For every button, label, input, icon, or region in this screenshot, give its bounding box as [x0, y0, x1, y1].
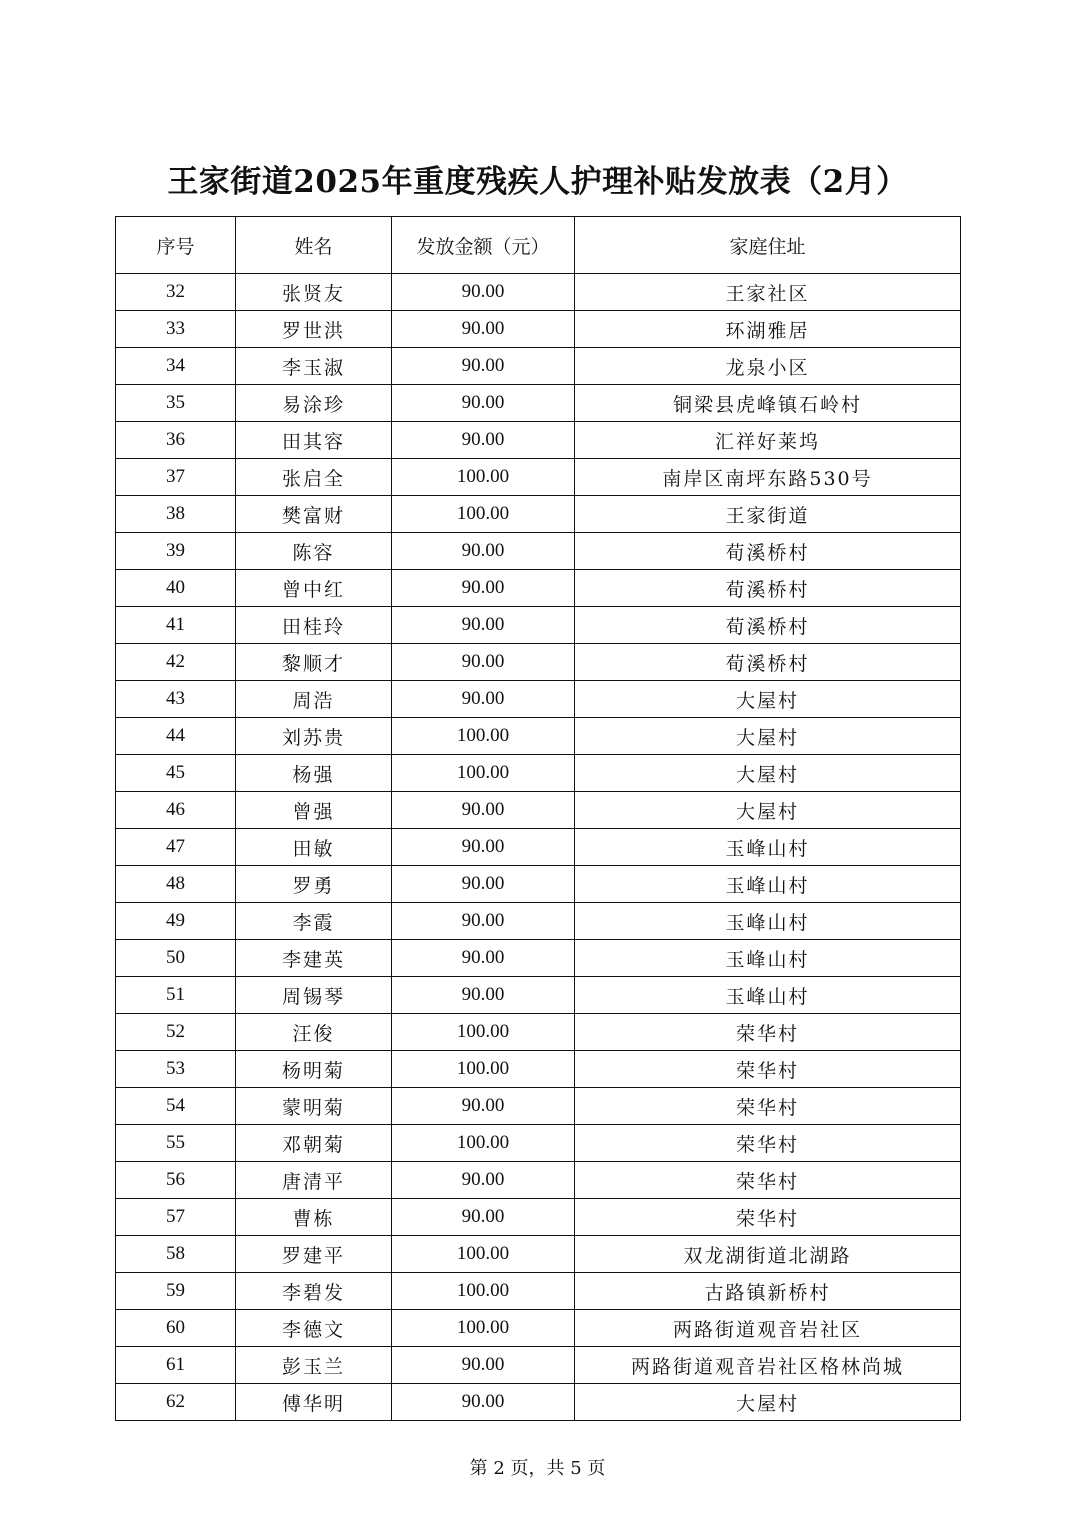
cell-address: 王家社区 — [575, 274, 961, 311]
cell-index: 47 — [116, 829, 236, 866]
cell-index: 50 — [116, 940, 236, 977]
cell-address: 两路街道观音岩社区 — [575, 1310, 961, 1347]
cell-index: 49 — [116, 903, 236, 940]
cell-index: 60 — [116, 1310, 236, 1347]
table-row — [116, 1051, 961, 1088]
cell-name: 罗世洪 — [236, 311, 392, 348]
cell-index: 62 — [116, 1384, 236, 1421]
cell-name: 黎顺才 — [236, 644, 392, 681]
table-row — [116, 977, 961, 1014]
table-row — [116, 570, 961, 607]
cell-address: 汇祥好莱坞 — [575, 422, 961, 459]
table-row — [116, 718, 961, 755]
cell-address: 荣华村 — [575, 1125, 961, 1162]
table-row — [116, 385, 961, 422]
table-row — [116, 1162, 961, 1199]
table-row — [116, 274, 961, 311]
cell-index: 45 — [116, 755, 236, 792]
cell-address: 荣华村 — [575, 1162, 961, 1199]
cell-index: 39 — [116, 533, 236, 570]
cell-address: 荀溪桥村 — [575, 533, 961, 570]
cell-name: 杨明菊 — [236, 1051, 392, 1088]
cell-amount: 100.00 — [392, 1014, 575, 1051]
cell-index: 54 — [116, 1088, 236, 1125]
header-amount: 发放金额（元） — [392, 217, 575, 274]
cell-address: 玉峰山村 — [575, 903, 961, 940]
table-row — [116, 1310, 961, 1347]
cell-amount: 90.00 — [392, 311, 575, 348]
cell-name: 张启全 — [236, 459, 392, 496]
cell-address: 玉峰山村 — [575, 977, 961, 1014]
cell-amount: 90.00 — [392, 940, 575, 977]
cell-address: 玉峰山村 — [575, 866, 961, 903]
cell-address: 荀溪桥村 — [575, 570, 961, 607]
header-index: 序号 — [116, 217, 236, 274]
cell-amount: 100.00 — [392, 755, 575, 792]
cell-address: 荀溪桥村 — [575, 644, 961, 681]
cell-index: 56 — [116, 1162, 236, 1199]
table-row — [116, 1273, 961, 1310]
cell-name: 樊富财 — [236, 496, 392, 533]
cell-name: 唐清平 — [236, 1162, 392, 1199]
cell-address: 玉峰山村 — [575, 940, 961, 977]
cell-name: 蒙明菊 — [236, 1088, 392, 1125]
cell-address: 荣华村 — [575, 1088, 961, 1125]
cell-amount: 90.00 — [392, 570, 575, 607]
table-row — [116, 1384, 961, 1421]
cell-name: 李霞 — [236, 903, 392, 940]
table-row — [116, 1199, 961, 1236]
cell-amount: 90.00 — [392, 607, 575, 644]
cell-amount: 100.00 — [392, 718, 575, 755]
cell-index: 58 — [116, 1236, 236, 1273]
page-number: 第 2 页，共 5 页 — [469, 1458, 606, 1479]
table-row — [116, 1125, 961, 1162]
cell-amount: 90.00 — [392, 1088, 575, 1125]
cell-amount: 90.00 — [392, 866, 575, 903]
cell-name: 杨强 — [236, 755, 392, 792]
cell-amount: 100.00 — [392, 496, 575, 533]
cell-amount: 90.00 — [392, 1199, 575, 1236]
cell-name: 李德文 — [236, 1310, 392, 1347]
cell-amount: 100.00 — [392, 1125, 575, 1162]
header-address: 家庭住址 — [575, 217, 961, 274]
table-row — [116, 422, 961, 459]
cell-index: 57 — [116, 1199, 236, 1236]
cell-name: 傅华明 — [236, 1384, 392, 1421]
cell-index: 51 — [116, 977, 236, 1014]
cell-name: 周浩 — [236, 681, 392, 718]
cell-address: 南岸区南坪东路530号 — [575, 459, 961, 496]
cell-index: 59 — [116, 1273, 236, 1310]
cell-index: 55 — [116, 1125, 236, 1162]
cell-address: 玉峰山村 — [575, 829, 961, 866]
cell-name: 曾强 — [236, 792, 392, 829]
cell-amount: 100.00 — [392, 1273, 575, 1310]
cell-amount: 90.00 — [392, 903, 575, 940]
cell-address: 两路街道观音岩社区格林尚城 — [575, 1347, 961, 1384]
cell-name: 张贤友 — [236, 274, 392, 311]
cell-index: 35 — [116, 385, 236, 422]
cell-amount: 90.00 — [392, 274, 575, 311]
cell-name: 曹栋 — [236, 1199, 392, 1236]
table-row — [116, 496, 961, 533]
cell-name: 曾中红 — [236, 570, 392, 607]
cell-address: 大屋村 — [575, 755, 961, 792]
cell-index: 36 — [116, 422, 236, 459]
cell-amount: 90.00 — [392, 348, 575, 385]
table-body — [116, 274, 961, 1421]
cell-index: 41 — [116, 607, 236, 644]
cell-amount: 90.00 — [392, 644, 575, 681]
cell-amount: 90.00 — [392, 533, 575, 570]
cell-name: 田敏 — [236, 829, 392, 866]
table-row — [116, 607, 961, 644]
cell-address: 王家街道 — [575, 496, 961, 533]
cell-amount: 100.00 — [392, 1051, 575, 1088]
table-row — [116, 755, 961, 792]
cell-index: 33 — [116, 311, 236, 348]
cell-index: 34 — [116, 348, 236, 385]
cell-amount: 100.00 — [392, 1236, 575, 1273]
table-row — [116, 1014, 961, 1051]
cell-address: 荣华村 — [575, 1014, 961, 1051]
table-row — [116, 903, 961, 940]
cell-address: 铜梁县虎峰镇石岭村 — [575, 385, 961, 422]
cell-name: 汪俊 — [236, 1014, 392, 1051]
cell-address: 大屋村 — [575, 718, 961, 755]
table-row — [116, 940, 961, 977]
cell-name: 罗勇 — [236, 866, 392, 903]
header-name: 姓名 — [236, 217, 392, 274]
table-row — [116, 533, 961, 570]
cell-name: 周锡琴 — [236, 977, 392, 1014]
cell-name: 李玉淑 — [236, 348, 392, 385]
table-row — [116, 348, 961, 385]
table-row — [116, 1088, 961, 1125]
cell-name: 刘苏贵 — [236, 718, 392, 755]
cell-index: 32 — [116, 274, 236, 311]
table-row — [116, 792, 961, 829]
cell-address: 大屋村 — [575, 792, 961, 829]
cell-address: 龙泉小区 — [575, 348, 961, 385]
cell-amount: 90.00 — [392, 977, 575, 1014]
cell-index: 46 — [116, 792, 236, 829]
cell-amount: 90.00 — [392, 422, 575, 459]
cell-amount: 90.00 — [392, 385, 575, 422]
table-row — [116, 311, 961, 348]
cell-name: 李碧发 — [236, 1273, 392, 1310]
cell-name: 田其容 — [236, 422, 392, 459]
cell-address: 荀溪桥村 — [575, 607, 961, 644]
cell-address: 环湖雅居 — [575, 311, 961, 348]
cell-amount: 90.00 — [392, 1384, 575, 1421]
cell-amount: 90.00 — [392, 681, 575, 718]
cell-name: 易涂珍 — [236, 385, 392, 422]
cell-name: 彭玉兰 — [236, 1347, 392, 1384]
cell-index: 52 — [116, 1014, 236, 1051]
cell-amount: 90.00 — [392, 829, 575, 866]
cell-address: 大屋村 — [575, 1384, 961, 1421]
table-row — [116, 644, 961, 681]
cell-name: 罗建平 — [236, 1236, 392, 1273]
cell-index: 61 — [116, 1347, 236, 1384]
cell-address: 荣华村 — [575, 1051, 961, 1088]
table-row — [116, 681, 961, 718]
cell-index: 37 — [116, 459, 236, 496]
table-row — [116, 1347, 961, 1384]
cell-index: 38 — [116, 496, 236, 533]
cell-index: 53 — [116, 1051, 236, 1088]
cell-amount: 100.00 — [392, 459, 575, 496]
cell-address: 古路镇新桥村 — [575, 1273, 961, 1310]
cell-amount: 90.00 — [392, 1162, 575, 1199]
cell-name: 邓朝菊 — [236, 1125, 392, 1162]
cell-name: 李建英 — [236, 940, 392, 977]
page-title: 王家街道2025年重度残疾人护理补贴发放表（2月） — [167, 164, 908, 200]
cell-address: 大屋村 — [575, 681, 961, 718]
cell-address: 双龙湖街道北湖路 — [575, 1236, 961, 1273]
cell-name: 田桂玲 — [236, 607, 392, 644]
table-header-row — [116, 217, 961, 274]
table-row — [116, 866, 961, 903]
table-row — [116, 829, 961, 866]
subsidy-table — [115, 216, 961, 1421]
table-row — [116, 1236, 961, 1273]
cell-index: 40 — [116, 570, 236, 607]
cell-amount: 90.00 — [392, 1347, 575, 1384]
cell-index: 48 — [116, 866, 236, 903]
cell-address: 荣华村 — [575, 1199, 961, 1236]
cell-index: 42 — [116, 644, 236, 681]
cell-name: 陈容 — [236, 533, 392, 570]
cell-index: 43 — [116, 681, 236, 718]
cell-amount: 100.00 — [392, 1310, 575, 1347]
cell-index: 44 — [116, 718, 236, 755]
cell-amount: 90.00 — [392, 792, 575, 829]
table-row — [116, 459, 961, 496]
